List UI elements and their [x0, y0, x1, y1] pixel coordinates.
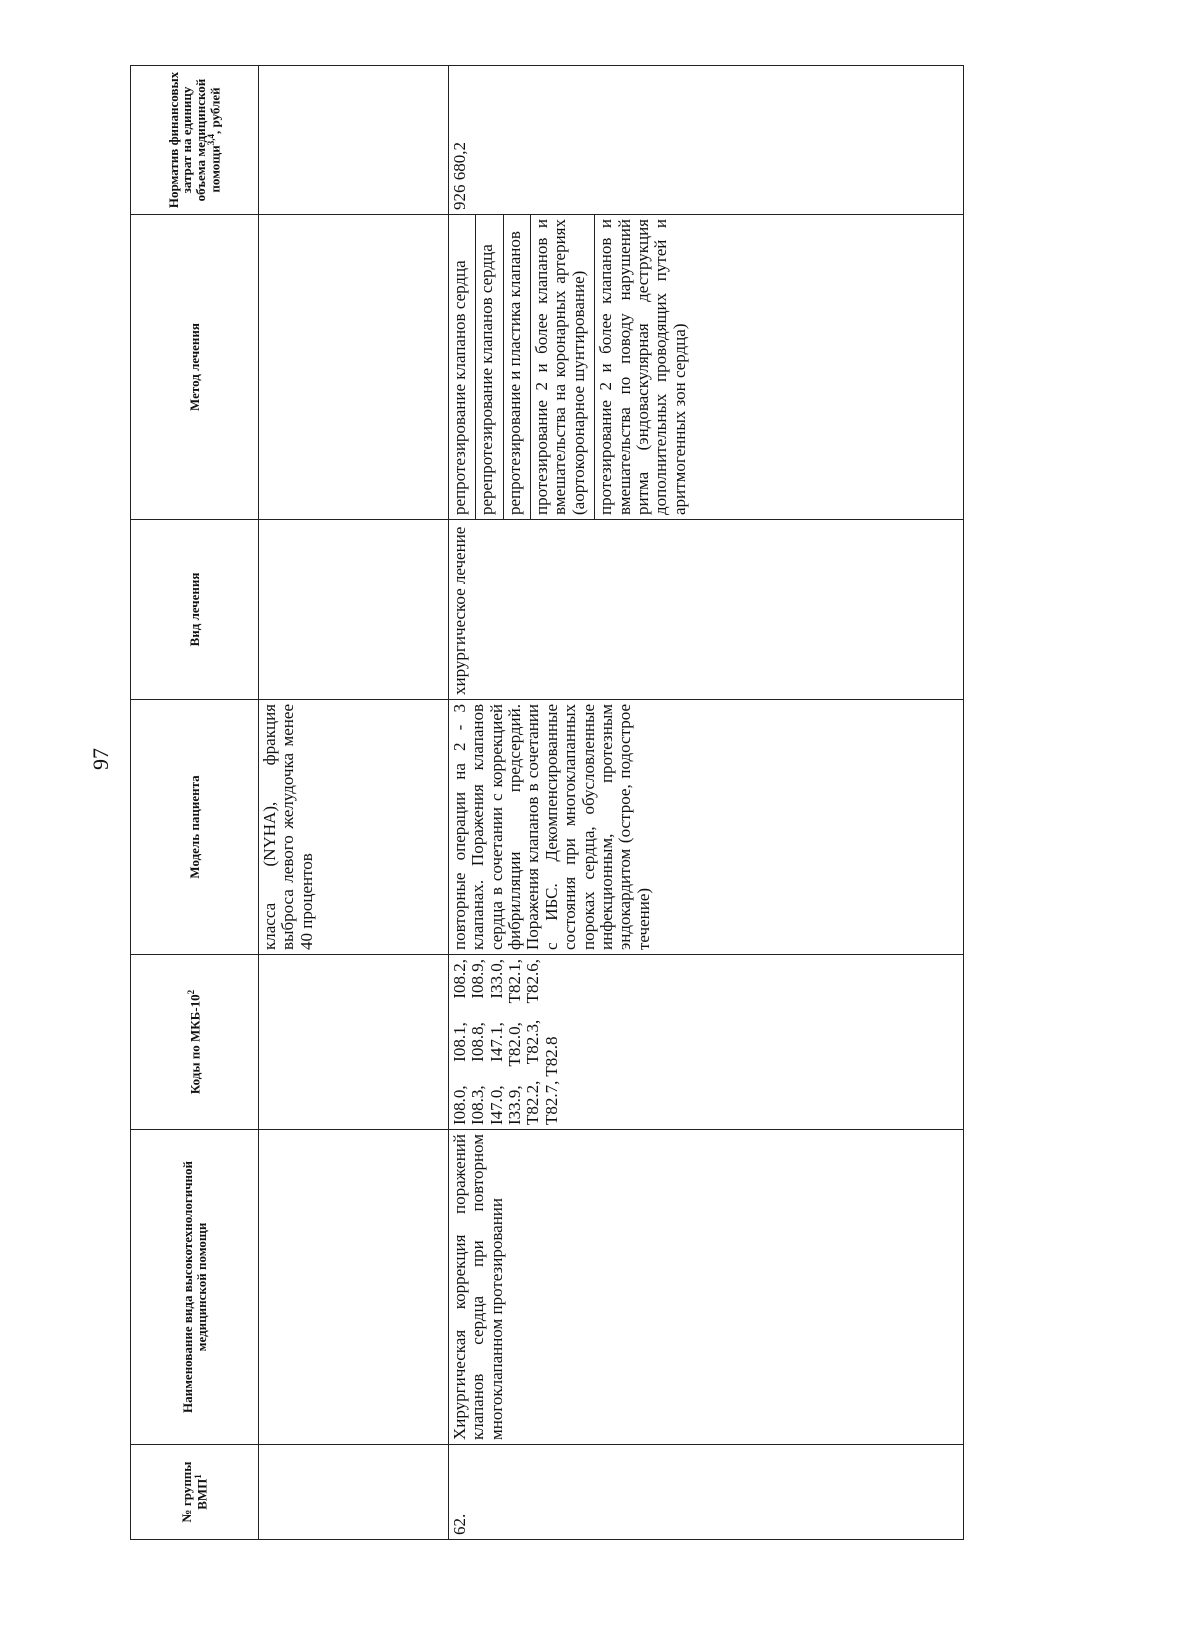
cost-value: 926 680,2 [449, 66, 964, 215]
care-name: Хирургическая коррекция поражений клапанов сердца при повторном многоклапанном протезировании [449, 1130, 964, 1445]
treatment-type: хирургическое лечение [449, 520, 964, 700]
method-item: репротезирование и пластика клапанов [503, 215, 530, 519]
table-row-62 [449, 66, 964, 1540]
method-item: протезирование 2 и более клапанов и вмешательства на коронарных артериях (аортокоронарное шунтирование) [531, 215, 595, 519]
method-item: ререпротезирование клапанов сердца [476, 215, 503, 519]
page-number: 97 [88, 748, 113, 770]
header-treatment-type: Вид лечения [131, 520, 259, 700]
group-number: 62. [449, 1445, 964, 1540]
method-item: репротезирование клапанов сердца [449, 215, 476, 519]
method-item: протезирование 2 и более клапанов и вмешательства по поводу нарушений ритма (эндоваскулярная деструкция дополнительных проводящих путей и аритмогенных зон сердца) [596, 219, 689, 515]
patient-model: повторные операции на 2 - 3 клапанах. Поражения клапанов сердца в сочетании с коррекцией фибрилляции предсердий. Поражения клапанов в сочетании с ИБС. Декомпенсированные состояния при многоклапанных пороках сердца, обусловленные инфекционным, протезным эндокардитом (острое, подострое течение) [449, 700, 964, 955]
continuation-row [259, 66, 449, 1540]
header-group-number: № группы ВМП$^1$ [131, 1445, 259, 1540]
continuation-patient-model: класса (NYHA), фракция выброса левого желудочка менее 40 процентов [259, 700, 449, 955]
medical-care-table [130, 65, 964, 1540]
header-care-name: Наименование вида высокотехнологичной медицинской помощи [131, 1130, 259, 1445]
header-patient-model: Модель пациента [131, 700, 259, 955]
header-icd-codes: Коды по МКБ-$10^2$ [131, 955, 259, 1130]
header-cost-norm: Норматив финансовых затрат на единицу объема медицинской помощи$^{3,4}$, рублей [131, 66, 259, 215]
icd-codes: I08.0, I08.1, I08.2, I08.3, I08.8, I08.9, I47.0, I47.1, I33.0, I33.9, T82.0, T82.1, T82.2, T82.3, T82.6, T82.7, T82.8 [449, 955, 964, 1130]
treatment-methods [449, 215, 964, 520]
header-row [131, 66, 259, 1540]
header-treatment-method: Метод лечения [131, 215, 259, 520]
methods-list [449, 215, 695, 519]
medical-care-table-wrapper [130, 66, 964, 1540]
